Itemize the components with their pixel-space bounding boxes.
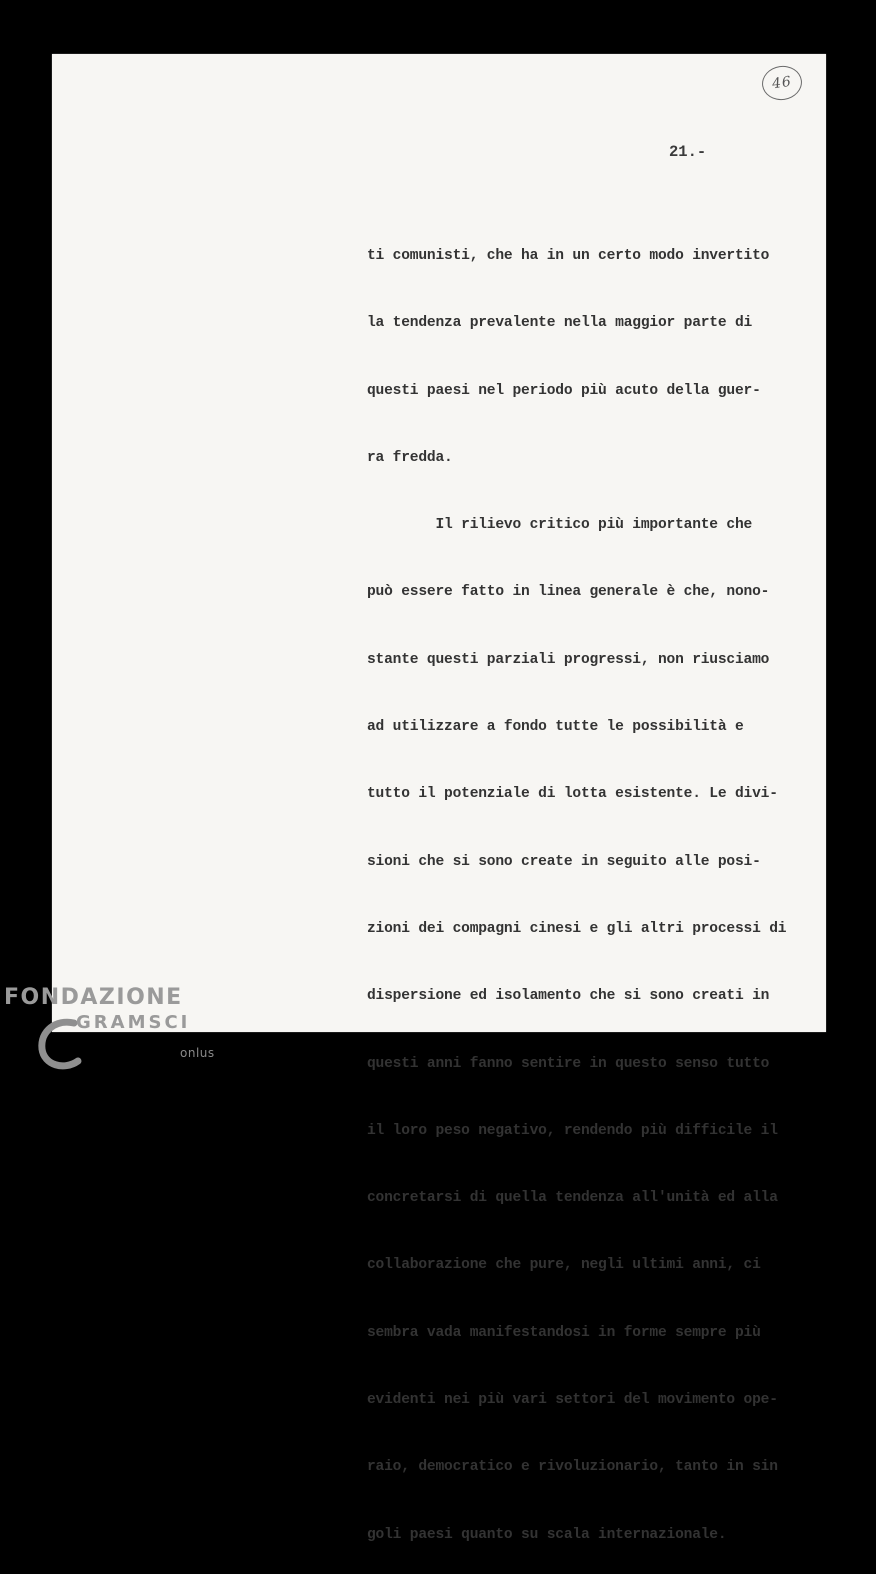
text-line: tutto il potenziale di lotta esistente. Le divi- (367, 786, 778, 803)
text-line: collaborazione che pure, negli ultimi anni, ci (367, 1257, 761, 1274)
watermark-line-onlus: onlus (180, 1046, 215, 1060)
watermark-line-fondazione: FONDAZIONE (4, 985, 183, 1010)
archive-number-text: 46 (771, 73, 793, 93)
page-number: 21.- (669, 143, 707, 161)
text-line: raio, democratico e rivoluzionario, tanto in sin (367, 1459, 778, 1476)
text-line: ra fredda. (367, 449, 453, 466)
text-line: zioni dei compagni cinesi e gli altri processi di (367, 920, 787, 937)
text-line: sembra vada manifestandosi in forme sempre più (367, 1324, 761, 1341)
text-line: concretarsi di quella tendenza all'unità ed alla (367, 1190, 778, 1207)
text-line: può essere fatto in linea generale è che, nono- (367, 584, 770, 601)
text-line: Il rilievo critico più importante che (367, 517, 753, 534)
text-line: sioni che si sono create in seguito alle posi- (367, 853, 761, 870)
text-line: la tendenza prevalente nella maggior parte di (367, 315, 753, 332)
text-line: questi paesi nel periodo più acuto della guer- (367, 382, 761, 399)
typewritten-body (367, 212, 807, 1574)
text-line: il loro peso negativo, rendendo più difficile il (367, 1122, 778, 1139)
fondazione-gramsci-watermark (4, 985, 224, 1077)
text-line: ad utilizzare a fondo tutte le possibilità e (367, 719, 744, 736)
text-line: ti comunisti, che ha in un certo modo invertito (367, 248, 770, 264)
text-line: questi anni fanno sentire in questo senso tutto (367, 1055, 770, 1072)
text-line: evidenti nei più vari settori del movimento ope- (367, 1392, 778, 1409)
text-line: stante questi parziali progressi, non riusciamo (367, 651, 770, 668)
text-line: goli paesi quanto su scala internazionale. (367, 1526, 727, 1543)
watermark-line-gramsci: GRAMSCI (76, 1012, 191, 1033)
text-line: dispersione ed isolamento che si sono creati in (367, 988, 770, 1005)
